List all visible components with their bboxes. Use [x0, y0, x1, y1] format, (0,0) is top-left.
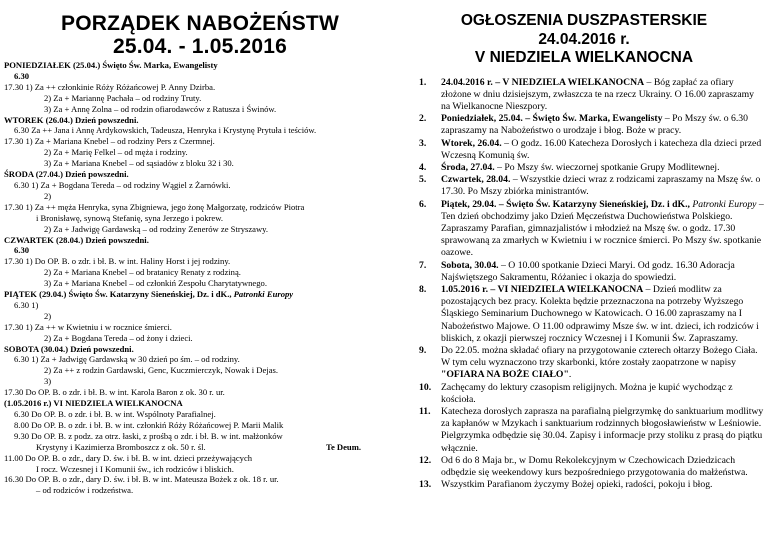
item-text: Od 6 do 8 Maja br., w Domu Rekolekcyjnym w Czechowicach Dziedzicach odbędzie się weekendowy kurs bezpośredniego przygotowania do małżeństwa.: [441, 454, 748, 478]
announcement-item: [404, 138, 764, 162]
item-number: 7.: [419, 259, 427, 271]
day-header: PONIEDZIAŁEK (25.04.) Święto Św. Marka, Ewangelisty: [4, 60, 218, 70]
item-text: Zachęcamy do lektury czasopism religijnych. Można je kupić wychodząc z kościoła.: [441, 381, 733, 405]
item-text: Katecheza dorosłych zaprasza na parafialną pielgrzymkę do sanktuarium modlitwy za kapłanów w Mzykach i sanktuarium rodzinnych błogosławieństw w Leśniowie. Pielgrzymka odbędzie się 30.04. Zapisy i informacje przy stoliku z prasą do piątku włącznie.: [441, 405, 764, 454]
item-lead: 1.05.2016 r. – VI NIEDZIELA WIELKANOCNA: [441, 283, 644, 295]
item-lead: Piątek, 29.04. – Święto Św. Katarzyny Sieneńskiej, Dz. i dK.,: [441, 198, 690, 210]
announcement-item: [404, 113, 764, 137]
announcement-item: [404, 406, 764, 455]
item-lead: Sobota, 30.04.: [441, 259, 499, 271]
schedule-line: 2) Za + Mariannę Pachała – od rodziny Truty.: [44, 92, 202, 103]
item-lead: 24.04.2016 r. – V NIEDZIELA WIELKANOCNA: [441, 76, 645, 88]
day-header-text: PIĄTEK (29.04.) Święto Św. Katarzyny Sieneńskiej, Dz. i dK.,: [4, 289, 234, 300]
schedule-line: 6.30 1) Za + Bogdana Tereda – od rodziny Wągiel z Żarnówki.: [14, 179, 231, 190]
announcement-item: [404, 284, 764, 345]
schedule-line: 2) Za + Mariana Knebel – od bratanicy Renaty z rodziną.: [44, 267, 241, 278]
item-tail: .: [568, 369, 572, 381]
item-number: 3.: [419, 137, 427, 149]
mass-time: 6.30: [14, 70, 30, 81]
schedule-line: 2) Za ++ z rodzin Gardawski, Genc, Kuczmierczyk, Nowak i Dejas.: [44, 365, 278, 376]
item-number: 5.: [419, 174, 427, 186]
schedule-line: 17.30 1) Za ++ męża Henryka, syna Zbigniewa, jego żonę Małgorzatę, rodziców Piotra: [4, 201, 305, 212]
announcements-title-line3: V NIEDZIELA WIELKANOCNA: [474, 49, 694, 66]
item-number: 2.: [419, 113, 427, 125]
schedule-line: 17.30 Do OP. B. o zdr. i bł. B. w int. Karola Baron z ok. 30 r. ur.: [4, 387, 225, 398]
item-lead: Czwartek, 28.04.: [441, 174, 511, 186]
item-number: 9.: [419, 344, 427, 356]
day-header: CZWARTEK (28.04.) Dzień powszedni.: [4, 234, 149, 245]
schedule-title: [4, 12, 396, 58]
day-header: ŚRODA (27.04.) Dzień powszedni.: [4, 169, 129, 180]
item-text: – O godz. 16.00 Katecheza Dorosłych i katecheza dla dzieci przed Wczesną Komunią św.: [441, 137, 762, 161]
schedule-line: [4, 442, 396, 453]
schedule-line: 6.30 Za ++ Jana i Annę Ardykowskich, Tadeusza, Henryka i Krystynę Prytuła i teściów.: [14, 125, 317, 136]
announcements-title-line2: 24.04.2016 r.: [538, 30, 630, 48]
item-number: 10.: [419, 381, 432, 393]
schedule-line-text: Krystyny i Kazimierza Bromboszcz z ok. 50 r. śl.: [36, 441, 206, 452]
schedule-line: 6.30 Do OP. B. o zdr. i bł. B. w int. Wspólnoty Parafialnej.: [14, 409, 216, 419]
item-text: – Wszystkie dzieci wraz z rodzicami zapraszamy na Mszę św. o 17.30. Po Mszy zbiórka ministrantów.: [441, 174, 761, 198]
schedule-line: 3) Za + Annę Zolna – od rodzin ofiarodawców z Ratusza i Świnów.: [44, 103, 277, 114]
item-text: – Po Mszy św. wieczornej spotkanie Grupy Modlitewnej.: [494, 161, 720, 173]
item-number: 6.: [419, 198, 427, 210]
item-number: 12.: [419, 454, 432, 466]
item-text: – Bóg zapłać za ofiary złożone w dniu dzisiejszym, zwłaszcza te na rzecz Ukrainy. O 16.00 zapraszamy na Wielkanocne Nieszpory.: [441, 76, 755, 112]
schedule-line: i Bronisławę, synową Stefanię, syna Jerzego i pokrew.: [36, 212, 224, 223]
announcements-title-line1: OGŁOSZENIA DUSZPASTERSKIE: [460, 12, 708, 29]
item-number: 11.: [419, 405, 431, 417]
schedule-line: 17.30 1) Za + Mariana Knebel – od rodziny Pers z Czermnej.: [4, 136, 215, 147]
schedule-line: 2): [44, 190, 52, 201]
te-deum-label: Te Deum.: [326, 441, 362, 452]
announcement-item: [404, 199, 764, 260]
announcement-item: [404, 455, 764, 479]
schedule-line: 8.00 Do OP. B. o zdr. i bł. B. w int. członkiń Róży Różańcowej P. Marii Malik: [14, 419, 284, 430]
schedule-line: 3): [44, 376, 52, 387]
schedule-line: 2) Za + Jadwigę Gardawską – od rodziny Zenerów ze Stryszawy.: [44, 223, 269, 234]
announcements-list: [404, 77, 764, 492]
announcements-column: [404, 12, 764, 491]
schedule-line: 2): [44, 310, 52, 321]
announcement-item: [404, 77, 764, 114]
announcement-item: [404, 345, 764, 382]
item-lead: Poniedziałek, 25.04. – Święto Św. Marka, Ewangelisty: [441, 113, 663, 125]
day-header: [4, 289, 396, 300]
announcement-item: [404, 260, 764, 284]
item-number: 13.: [419, 479, 432, 491]
schedule-line: 16.30 Do OP. B. o zdr., dary D. św. i bł. B. w int. Mateusza Bożek z ok. 18 r. ur.: [4, 474, 279, 485]
mass-time: 6.30: [14, 245, 30, 256]
item-lead-italic: Patronki Europy: [692, 198, 757, 210]
item-text: – Dzień modlitw za pozostających bez pracy. Kolekta będzie przeznaczona na potrzeby Wyższego Śląskiego Seminarium Duchownego w Katowicach. O 16.00 zapraszamy na I Nabożeństwo Majowe. O 11.00 odprawimy Msze św. w int. dzieci, ich rodziców i bliskich, z okazji pierwszej rocznicy Wczesnej i I Komunii Św. Zapraszamy.: [441, 283, 759, 344]
item-number: 4.: [419, 161, 427, 173]
announcement-item: [404, 174, 764, 198]
announcement-item: [404, 162, 764, 174]
mass-schedule-column: [4, 12, 396, 496]
announcement-item: [404, 382, 764, 406]
schedule-line: 2) Za + Bogdana Tereda – od żony i dzieci.: [44, 332, 193, 343]
schedule-line: 3) Za + Mariana Knebel – od sąsiadów z bloku 32 i 30.: [44, 158, 234, 169]
item-text: Wszystkim Parafianom życzymy Bożej opieki, radości, pokoju i błog.: [441, 479, 713, 491]
schedule-line: 6.30 1) Za + Jadwigę Gardawską w 30 dzień po śm. – od rodziny.: [14, 354, 240, 365]
day-header-italic: Patronki Europy: [233, 289, 294, 300]
item-number: 1.: [419, 76, 427, 88]
schedule-title-line1: PORZĄDEK NABOŻEŃSTW: [61, 12, 339, 35]
schedule-list: [4, 60, 396, 496]
item-text: – Po Mszy św. o 6.30 zapraszamy na Nabożeństwo o urodzaje i błog. Boże w pracy.: [441, 113, 748, 137]
schedule-line: 3) Za + Mariana Knebel – od członkiń Zespołu Charytatywnego.: [44, 278, 267, 289]
schedule-line: I rocz. Wczesnej i I Komunii św., ich rodziców i bliskich.: [36, 463, 234, 474]
item-text: – Ten dzień obchodzimy jako Dzień Męczeństwa Duchowieństwa Polskiego. Zapraszamy Parafian, gimnazjalistów i młodzież na Mszę św. o godz. 17.30 sprawowaną za zmarłych w Kwietniu i w rocznice śmierci. Po Mszy św. spotkanie oazowe.: [441, 198, 764, 259]
schedule-line: 2) Za + Marię Felkel – od męża i rodziny.: [44, 147, 188, 158]
schedule-line: 17.30 1) Za ++ członkinie Róży Różańcowej P. Anny Dzirba.: [4, 81, 216, 92]
announcements-title: [404, 12, 764, 68]
day-header: WTOREK (26.04.) Dzień powszedni.: [4, 114, 139, 125]
item-tail-bold: "OFIARA NA BOŻE CIAŁO": [441, 369, 569, 381]
item-text: Do 22.05. można składać ofiary na przygotowanie czterech ołtarzy Bożego Ciała. W tym celu wyznaczono trzy skarbonki, które zostały zaopatrzone w napisy: [441, 344, 758, 369]
day-header: (1.05.2016 r.) VI NIEDZIELA WIELKANOCNA: [4, 398, 183, 409]
item-text: – O 10.00 spotkanie Dzieci Maryi. Od godz. 16.30 Adoracja Najświętszego Sakramentu, Różaniec i okazja do spowiedzi.: [441, 259, 735, 283]
schedule-line: – od rodziców i rodzeństwa.: [36, 485, 134, 496]
schedule-line: 17.30 1) Do OP. B. o zdr. i bł. B. w int. Haliny Horst i jej rodziny.: [4, 256, 231, 267]
item-lead: Środa, 27.04.: [441, 161, 495, 173]
schedule-line: 9.30 Do OP. B. z podz. za otrz. łaski, z prośbą o zdr. i bł. B. w int. małżonków: [14, 430, 283, 441]
schedule-line: 6.30 1): [14, 299, 39, 310]
schedule-line: 17.30 1) Za ++ w Kwietniu i w rocznice śmierci.: [4, 321, 172, 332]
schedule-title-line2: 25.04. - 1.05.2016: [112, 35, 288, 58]
day-header: SOBOTA (30.04.) Dzień powszedni.: [4, 343, 134, 354]
item-number: 8.: [419, 283, 427, 295]
item-lead: Wtorek, 26.04.: [441, 137, 502, 149]
announcement-item: [404, 479, 764, 491]
schedule-line: 11.00 Do OP. B. o zdr., dary D. św. i bł. B. w int. dzieci przeżywających: [4, 452, 253, 463]
